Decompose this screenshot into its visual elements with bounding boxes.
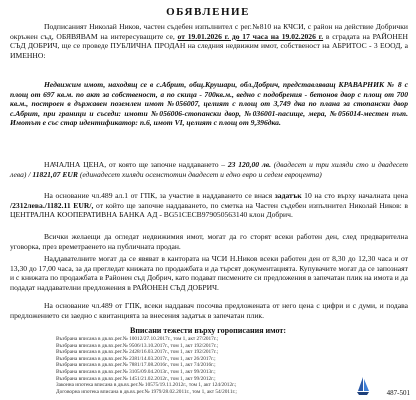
encumbrances-list xyxy=(56,336,356,395)
viewing-paragraph: Всички желаещи да огледат недвижимия имот, могат да го сторят всеки работен ден, след предварителна уговорка, през времетраенето на публичната продан. xyxy=(10,232,408,251)
deposit-paragraph xyxy=(10,191,408,220)
encumbrance-item: Законна ипотека вписана в дв.вх.рег.№ 10575/19.11.2012г., том 1, акт 124/2012г.; xyxy=(56,382,237,389)
starting-price-label: НАЧАЛНА ЦЕНА, от която ще започне наддаването – xyxy=(44,160,228,169)
intro-paragraph xyxy=(10,22,408,60)
encumbrance-item: Възбрана вписана в дв.вх.рег.№ 9506/13.10.2017г., том 1, акт 192/2017г.; xyxy=(56,342,219,349)
deposit-amount: /2312лева./1182.11 EUR/, xyxy=(10,200,94,210)
encumbrance-item: Възбрана вписана в дв.вх.рег.№ 2381/14.03.2017г., том 1, акт 26/2017г.; xyxy=(56,355,216,362)
encumbrance-item: Възбрана вписана в дв.вх.рег.№ 10012/27.10.2017г., том 1, акт 27/2017г.; xyxy=(56,336,219,342)
encumbrance-item: Възбрана вписана в дв.вх.рег.№ 7881/17.08.2016г., том 1, акт 74/2016г.; xyxy=(56,362,216,369)
starting-price-eur: 11821,07 EUR xyxy=(32,169,78,179)
deposit-text: На основание чл.489 ал.1 от ГПК, за участие в наддаването се внася xyxy=(44,191,275,200)
deposit-label: задатък xyxy=(274,191,302,200)
encumbrance-item: Договорна ипотека вписана в дв.вх.рег.№ 1979/28.02.2011г., том 1, акт 54/2011г.; xyxy=(56,388,237,395)
intro-text: Подписаният Николай Ников, частен съдебен изпълнител с рег.№810 на КЧСИ, с район на действие Добрички окръжен съд, ОБЯВЯВАМ на интересуващите се, xyxy=(10,22,408,41)
bid-submission-paragraph: На основание чл.489 от ГПК, всеки наддавач посочва предложената от него цена с цифри и с думи, и подава предложението си заедно с квитанцията за внесения задатък в запечатан плик. xyxy=(10,301,408,320)
deposit-account: от който ще започне наддаването, по сметка на Частен съдебен изпълнител Николай Ников: в ЦЕНТРАЛНА КООПЕРАТИВНА БАНКА АД - BG51CECB979050563140 клон Добрич. xyxy=(10,200,408,220)
intro-text-end: в сградата на РАЙОНЕН СЪД ДОБРИЧ, ще се проведе ПУБЛИЧНА ПРОДАН на следния недвижим имот, собственост на АБРИТОС - 3 ЕООД, а ИМЕННО: xyxy=(10,31,408,60)
starting-price-bgn: 23 120,00 лв. xyxy=(227,160,272,169)
starting-price-eur-words: (единадесет хиляди осемстотин двадесет и едно евро и седем евроцента) xyxy=(77,169,322,179)
deposit-text-mid: 10 на сто върху началната цена xyxy=(301,191,408,200)
encumbrances-heading: Вписани тежести върху горописания имот: xyxy=(129,326,286,335)
bidders-paragraph: Наддавателните могат да се явяват в кантората на ЧСИ Н.Ников всеки работен ден от 8,30 до 12,30 часа и от 13,30 до 17,00 часа, за да прегледат книжата по продажбата и да търсят документацията. Купувачите могат да се запознаят и с книжата по продажбата в Районен съд Добрич, като подават писмените си предложения в запечатан плик на имота и да подадат наддавателни предложения в РАЙОНЕН СЪД ДОБРИЧ. xyxy=(10,254,408,292)
encumbrance-item: Възбрана вписана в дв.вх.рег.№ 3105/09.04.2013г., том 1, акт 99/2013г.; xyxy=(56,368,216,375)
starting-price-paragraph xyxy=(10,160,408,179)
property-description: Недвижим имот, находящ се в с.Абрит, общ.Крушари, обл.Добрич, представляващ КРАВАРНИК № 8 с площ от 697 кв.м. по акт за собственост, а по скица - 700кв.м., ведно с подобрения - бетонов двор с площ от 700 кв.м., построен в държавен поземлен имот №056007, целият с площ от 3,749 дка по плана за стопански двор с.Абрит, при граници и съседи: имоти №056006-стопански двор, №036001-пасище, мера, №056014-местен път. Имотът е със стар идентификатор: п.6, имот VI, целият с площ от 9,396дка. xyxy=(10,80,408,128)
sailboat-logo-icon xyxy=(356,376,370,396)
starting-price-bgn-words: (двадесет и три хиляди сто и двадесет лева) / xyxy=(10,160,408,179)
document-title: ОБЯВЛЕНИЕ xyxy=(166,6,250,18)
encumbrance-item: Възбрана вписана в дв.вх.рег.№ 1451/21.02.2012г., том 1, акт 99/2012г.; xyxy=(56,375,216,382)
auction-period: от 19.01.2026 г. до 17 часа на 19.02.2026 г. xyxy=(177,31,324,41)
page-reference-number: 487-501 xyxy=(386,389,410,397)
encumbrance-item: Възбрана вписана в дв.вх.рег.№ 2428/16.03.2017г., том 1, акт 192/2017г.; xyxy=(56,349,219,356)
